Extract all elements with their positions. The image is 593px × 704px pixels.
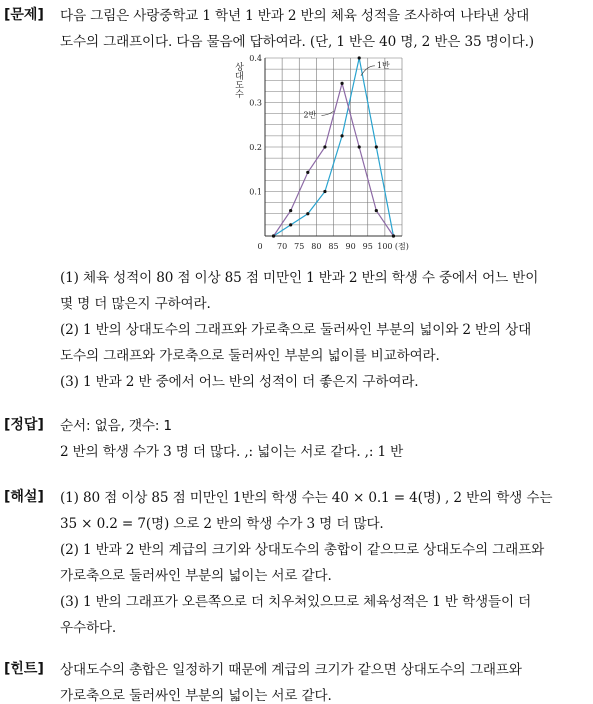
data-point <box>272 234 275 237</box>
explanation-line-2: 35 × 0.2 = 7(명) 으로 2 반의 학생 수가 3 명 더 많다. <box>60 516 384 532</box>
series-1-label: 1반 <box>376 60 390 70</box>
data-point <box>306 171 309 174</box>
data-point <box>358 56 361 59</box>
y-tick-label: 0.2 <box>249 143 262 152</box>
x-tick-label: 80 <box>311 242 322 251</box>
question-1-line-1: (1) 체육 성적이 80 점 이상 85 점 미만인 1 반과 2 반의 학생 수 중에서 어느 반이 <box>60 270 539 286</box>
x-tick-label: 75 <box>294 242 305 251</box>
x-tick-label: 100 <box>377 242 393 251</box>
question-3: (3) 1 반과 2 반 중에서 어느 반의 성적이 더 좋은지 구하여라. <box>60 374 419 390</box>
data-point <box>306 212 309 215</box>
hint-line-1: 상대도수의 총합은 일정하기 때문에 계급의 크기가 같으면 상대도수의 그래프와 <box>60 662 522 678</box>
explanation-line-5: (3) 1 반의 그래프가 오른쪽으로 더 치우쳐있으므로 체육성적은 1 반 학생들이 더 <box>60 594 532 610</box>
answer-line-2: 2 반의 학생 수가 3 명 더 많다. ,: 넓이는 서로 같다. ,: 1 반 <box>60 444 404 460</box>
y-axis-label: 상대도수 <box>233 62 243 98</box>
data-point <box>375 145 378 148</box>
explanation-line-1: (1) 80 점 이상 85 점 미만인 1반의 학생 수는 40 × 0.1 = 4(명) , 2 반의 학생 수는 <box>60 490 553 506</box>
answer-order-count: 순서: 없음, 갯수: 1 <box>60 418 172 434</box>
explanation-line-4: 가로축으로 둘러싸인 부분의 넓이는 서로 같다. <box>60 568 332 584</box>
x-tick-label: 85 <box>328 242 339 251</box>
answer-tag: [정답] <box>4 417 44 433</box>
data-point <box>323 190 326 193</box>
data-point <box>289 209 292 212</box>
problem-intro-line-2: 도수의 그래프이다. 다음 물음에 답하여라. (단, 1 반은 40 명, 2 반은 35 명이다.) <box>60 34 534 50</box>
explanation-line-6: 우수하다. <box>60 620 117 636</box>
x-tick-label: 90 <box>345 242 356 251</box>
problem-tag: [문제] <box>4 7 44 23</box>
y-tick-label: 0.4 <box>249 54 262 63</box>
problem-intro-line-1: 다음 그림은 사랑중학교 1 학년 1 반과 2 반의 체육 성적을 조사하여 나타낸 상대 <box>60 8 530 24</box>
data-point <box>375 209 378 212</box>
data-point <box>340 82 343 85</box>
hint-line-2: 가로축으로 둘러싸인 부분의 넓이는 서로 같다. <box>60 688 332 704</box>
data-point <box>289 223 292 226</box>
series-2-label: 2반 <box>303 110 317 120</box>
data-point <box>340 134 343 137</box>
x-tick-label: 70 <box>277 242 288 251</box>
data-point <box>323 145 326 148</box>
question-1-line-2: 몇 명 더 많은지 구하여라. <box>60 296 211 312</box>
x-unit-label: (점) <box>394 242 409 251</box>
explanation-line-3: (2) 1 반과 2 반의 계급의 크기와 상대도수의 총합이 같으므로 상대도수의 그래프와 <box>60 542 545 558</box>
question-2-line-1: (2) 1 반의 상대도수의 그래프와 가로축으로 둘러싸인 부분의 넓이와 2 반의 상대 <box>60 322 532 338</box>
hint-tag: [힌트] <box>4 661 44 677</box>
chart-grid <box>265 58 402 236</box>
question-2-line-2: 도수의 그래프와 가로축으로 둘러싸인 부분의 넓이를 비교하여라. <box>60 348 440 364</box>
y-tick-label: 0.1 <box>249 187 262 197</box>
x-tick-label: 95 <box>362 242 373 251</box>
y-tick-label: 0.3 <box>249 98 262 108</box>
explanation-tag: [해설] <box>4 489 44 505</box>
relative-frequency-chart <box>230 44 420 254</box>
data-point <box>358 145 361 148</box>
data-point <box>392 234 395 237</box>
x-tick-label: 0 <box>257 242 263 251</box>
